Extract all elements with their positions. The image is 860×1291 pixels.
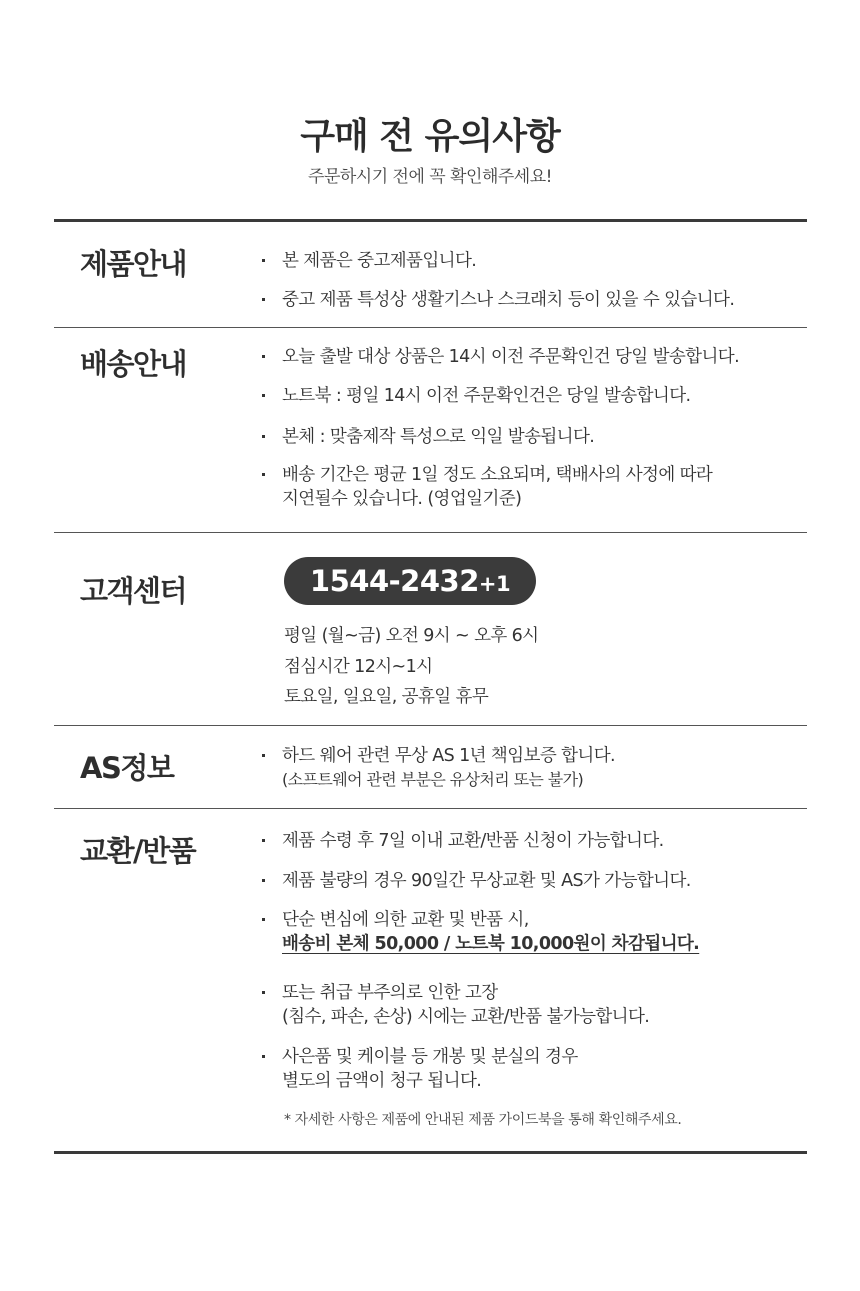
section-as-info [54,725,807,808]
section-label-customer-center: 고객센터 [80,574,187,608]
section-label-as-info: AS정보 [80,751,174,785]
section-label-product: 제품안내 [80,247,187,281]
bullet-icon [262,754,265,757]
guidebook-note: * 자세한 사항은 제품에 안내된 제품 가이드북을 통해 확인해주세요. [284,1112,682,1128]
phone-number: 1544-2432 [309,564,479,598]
hours-holiday: 토요일, 일요일, 공휴일 휴무 [284,687,489,707]
phone-number-badge[interactable] [284,557,536,605]
list-item: 제품 수령 후 7일 이내 교환/반품 신청이 가능합니다. [262,829,664,853]
list-item: 본 제품은 중고제품입니다. [262,249,476,273]
page-subtitle: 주문하시기 전에 꼭 확인해주세요! [308,167,552,187]
list-item: 오늘 출발 대상 상품은 14시 이전 주문확인건 당일 발송합니다. [262,345,739,369]
section-exchange [54,808,807,1152]
bullet-icon [262,298,265,301]
bullet-icon [262,473,265,476]
hours-lunch: 점심시간 12시~1시 [284,657,433,677]
section-label-shipping: 배송안내 [80,347,187,381]
bottom-divider [54,1151,807,1154]
list-item: 중고 제품 특성상 생활기스나 스크래치 등이 있을 수 있습니다. [262,288,734,312]
list-item: 본체 : 맞춤제작 특성으로 익일 발송됩니다. [262,425,594,449]
phone-suffix: +1 [478,572,511,596]
bullet-icon [262,991,265,994]
bullet-icon [262,435,265,438]
bullet-icon [262,259,265,262]
list-item: 제품 불량의 경우 90일간 무상교환 및 AS가 가능합니다. [262,869,691,893]
list-item: 배송 기간은 평균 1일 정도 소요되며, 택배사의 사정에 따라 지연될수 있습니다. (영업일기준) [262,463,712,511]
section-label-exchange: 교환/반품 [80,834,196,868]
bullet-icon [262,1055,265,1058]
bullet-icon [262,355,265,358]
list-item: 사은품 및 케이블 등 개봉 및 분실의 경우 별도의 금액이 청구 됩니다. [262,1045,578,1093]
list-item: 노트북 : 평일 14시 이전 주문확인건은 당일 발송합니다. [262,384,690,408]
section-product [54,219,807,329]
shipping-fee-notice: 배송비 본체 50,000 / 노트북 10,000원이 차감됩니다. [282,934,700,954]
page-title: 구매 전 유의사항 [300,116,560,157]
hours-weekday: 평일 (월~금) 오전 9시 ~ 오후 6시 [284,626,539,646]
list-item: 단순 변심에 의한 교환 및 반품 시, 배송비 본체 50,000 / 노트북 10,000원이 차감됩니다. [262,908,699,956]
bullet-icon [262,879,265,882]
bullet-icon [262,839,265,842]
section-shipping [54,327,807,533]
bullet-icon [262,394,265,397]
bullet-icon [262,918,265,921]
section-customer-center [54,532,807,725]
list-item: 또는 취급 부주의로 인한 고장 (침수, 파손, 손상) 시에는 교환/반품 불가능합니다. [262,981,649,1029]
list-item: 하드 웨어 관련 무상 AS 1년 책임보증 합니다. (소프트웨어 관련 부분은 유상처리 또는 불가) [262,744,615,792]
